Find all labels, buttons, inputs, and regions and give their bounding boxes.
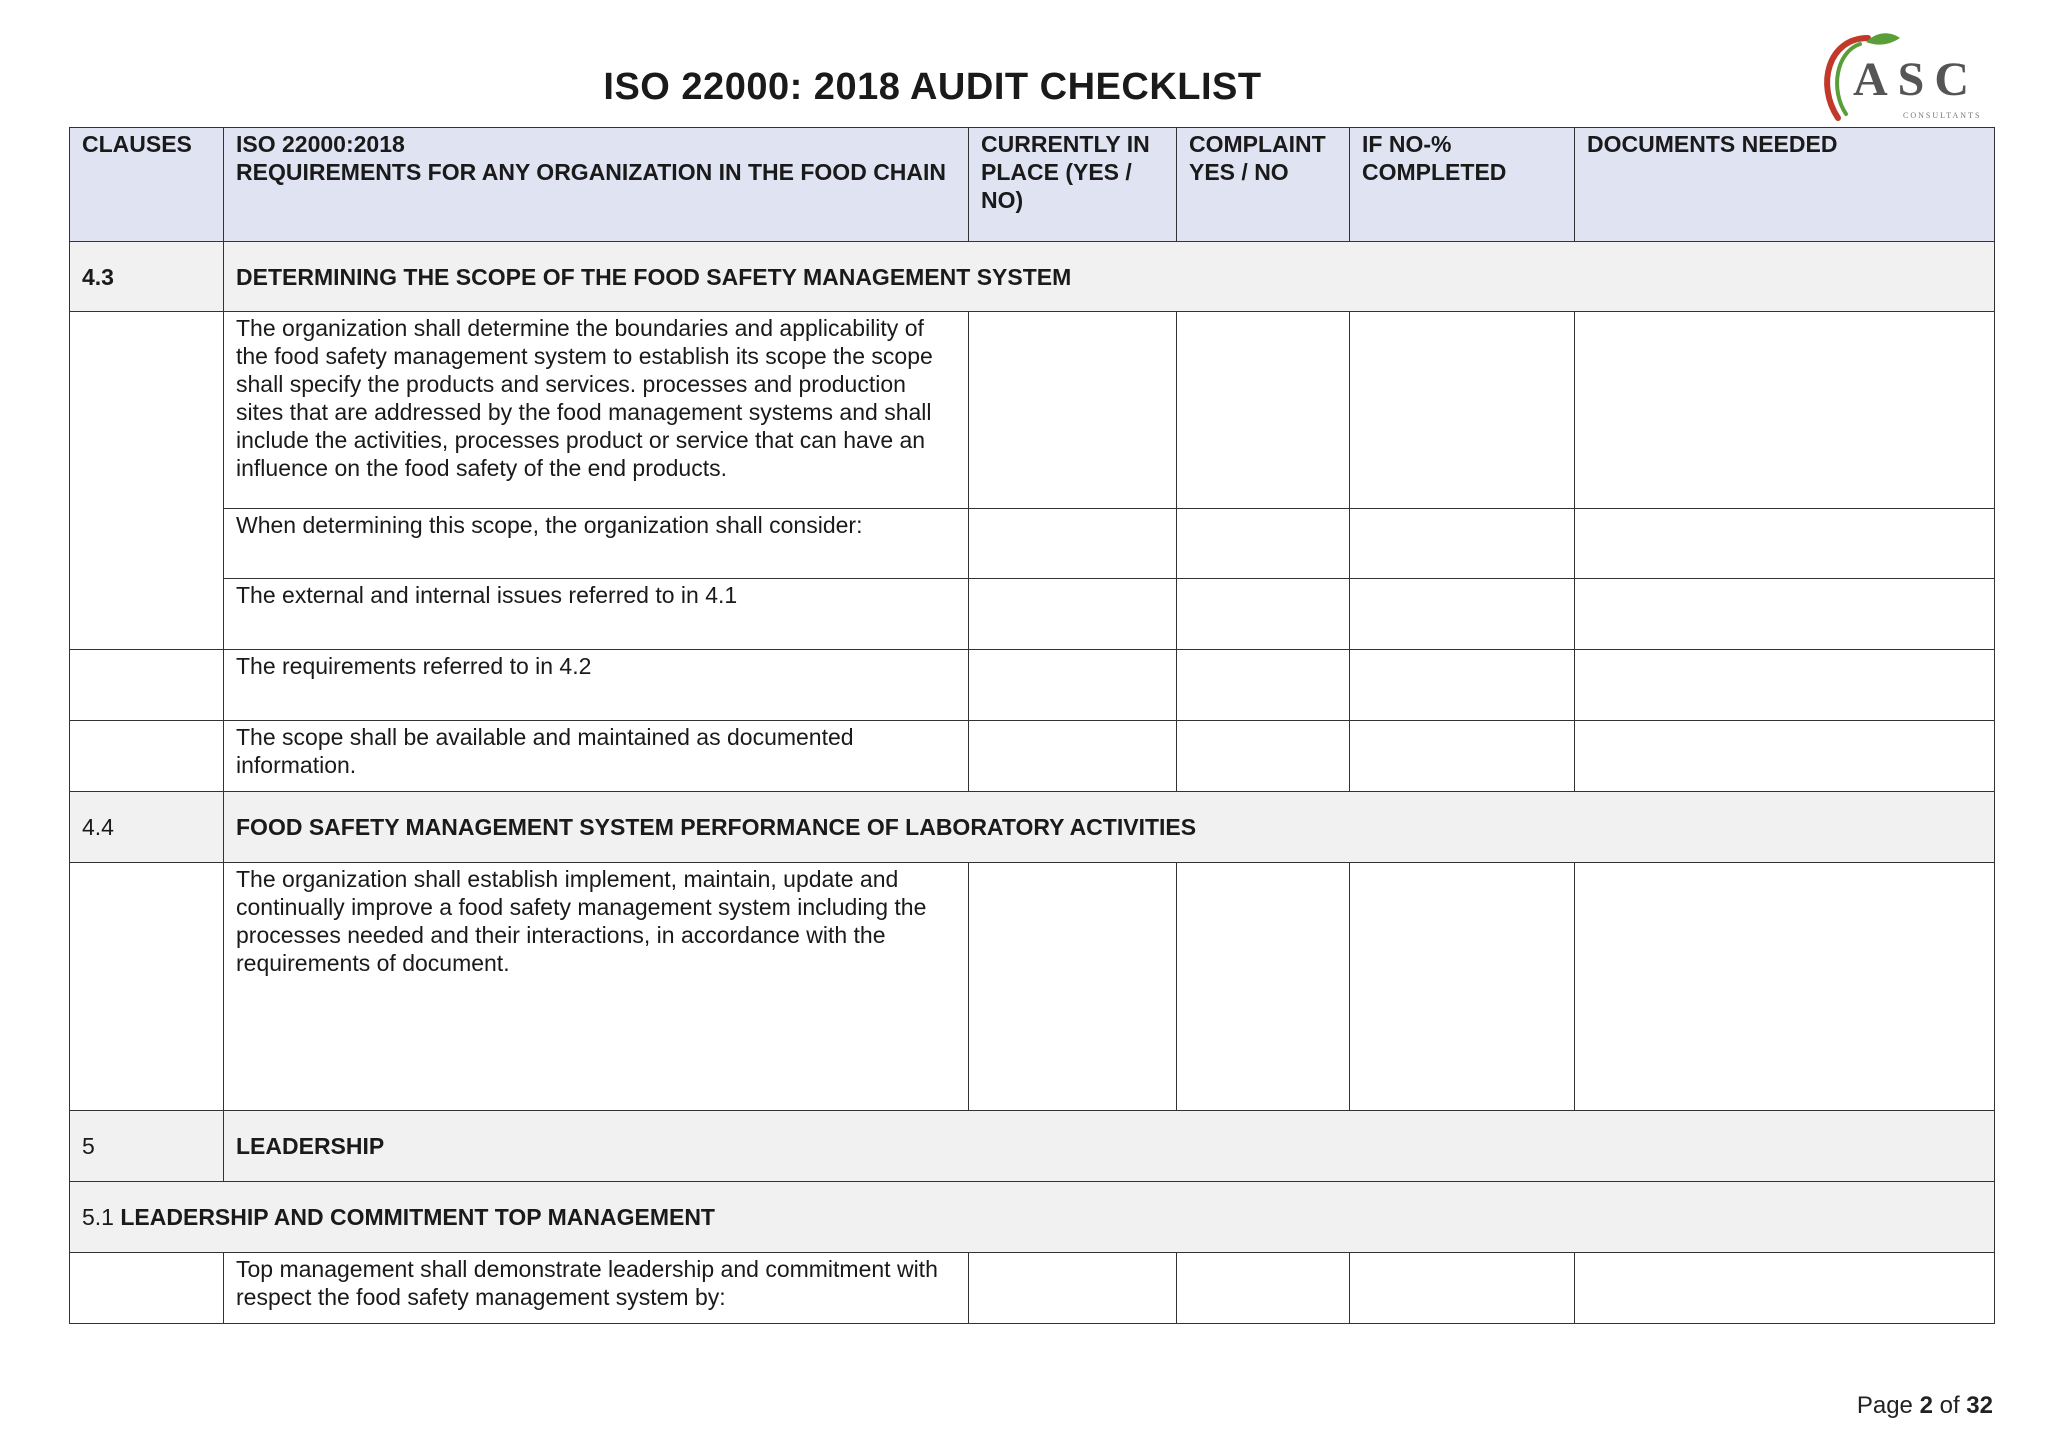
- requirement-text: Top management shall demonstrate leadership and commitment with respect the food safety management system by:: [224, 1253, 969, 1324]
- requirement-text: The organization shall establish implement, maintain, update and continually improve a food safety management system including the processes needed and their interactions, in accordance with the requirements of document.: [224, 863, 969, 1111]
- if-no-completed-cell[interactable]: [1350, 863, 1575, 1111]
- currently-in-place-cell[interactable]: [969, 863, 1177, 1111]
- complaint-cell[interactable]: [1177, 721, 1350, 792]
- complaint-cell[interactable]: [1177, 1253, 1350, 1324]
- section-title: LEADERSHIP AND COMMITMENT TOP MANAGEMENT: [120, 1204, 715, 1230]
- section-row-5-1: [70, 1182, 1995, 1253]
- document-title: ISO 22000: 2018 AUDIT CHECKLIST: [603, 66, 1262, 108]
- section-row-4-4: [70, 792, 1995, 863]
- currently-in-place-cell[interactable]: [969, 579, 1177, 650]
- clause-number: 4.4: [70, 792, 224, 863]
- documents-needed-cell[interactable]: [1575, 579, 1995, 650]
- requirement-text: The external and internal issues referred to in 4.1: [224, 579, 969, 650]
- table-row: [70, 863, 1995, 1111]
- documents-needed-cell[interactable]: [1575, 1253, 1995, 1324]
- if-no-completed-cell[interactable]: [1350, 312, 1575, 509]
- logo-subtext: CONSULTANTS: [1903, 111, 1982, 120]
- documents-needed-cell[interactable]: [1575, 650, 1995, 721]
- logo-text: ASC: [1853, 53, 1980, 106]
- requirement-text: When determining this scope, the organization shall consider:: [224, 509, 969, 579]
- table-row: [70, 650, 1995, 721]
- clause-cell: [70, 650, 224, 721]
- table-row: [70, 1253, 1995, 1324]
- requirement-text: The requirements referred to in 4.2: [224, 650, 969, 721]
- clause-cell: [70, 863, 224, 1111]
- page-of: of: [1939, 1392, 1960, 1419]
- header-clauses: CLAUSES: [70, 128, 224, 242]
- header-row: [70, 128, 1995, 242]
- header-currently-in-place: CURRENTLY IN PLACE (YES / NO): [969, 128, 1177, 242]
- table-row: [70, 312, 1995, 509]
- header-requirements-line2: REQUIREMENTS FOR ANY ORGANIZATION IN THE FOOD CHAIN: [236, 159, 947, 185]
- section-row-4-3: [70, 242, 1995, 312]
- complaint-cell[interactable]: [1177, 579, 1350, 650]
- documents-needed-cell[interactable]: [1575, 721, 1995, 792]
- section-title: FOOD SAFETY MANAGEMENT SYSTEM PERFORMANCE OF LABORATORY ACTIVITIES: [224, 792, 1995, 863]
- section-title-combined: [70, 1182, 1995, 1253]
- if-no-completed-cell[interactable]: [1350, 1253, 1575, 1324]
- if-no-completed-cell[interactable]: [1350, 579, 1575, 650]
- page-total: 32: [1966, 1392, 1993, 1419]
- page-current: 2: [1919, 1392, 1933, 1419]
- clause-cell: [70, 312, 224, 650]
- audit-checklist-table: [69, 127, 1995, 1324]
- currently-in-place-cell[interactable]: [969, 721, 1177, 792]
- currently-in-place-cell[interactable]: [969, 650, 1177, 721]
- documents-needed-cell[interactable]: [1575, 509, 1995, 579]
- clause-number: 4.3: [70, 242, 224, 312]
- table-row: [70, 721, 1995, 792]
- table-row: [70, 579, 1995, 650]
- currently-in-place-cell[interactable]: [969, 312, 1177, 509]
- requirement-text: The organization shall determine the boundaries and applicability of the food safety management system to establish its scope the scope shall specify the products and services. processes and production sites that are addressed by the food management systems and shall include the activities, processes product or service that can have an influence on the food safety of the end products.: [224, 312, 969, 509]
- header-requirements: [224, 128, 969, 242]
- complaint-cell[interactable]: [1177, 312, 1350, 509]
- header-requirements-line1: ISO 22000:2018: [236, 131, 405, 157]
- section-title: DETERMINING THE SCOPE OF THE FOOD SAFETY MANAGEMENT SYSTEM: [224, 242, 1995, 312]
- currently-in-place-cell[interactable]: [969, 1253, 1177, 1324]
- complaint-cell[interactable]: [1177, 650, 1350, 721]
- page-label: Page: [1856, 1392, 1913, 1419]
- clause-cell: [70, 1253, 224, 1324]
- if-no-completed-cell[interactable]: [1350, 650, 1575, 721]
- header-documents-needed: DOCUMENTS NEEDED: [1575, 128, 1995, 242]
- section-title: LEADERSHIP: [224, 1111, 1995, 1182]
- currently-in-place-cell[interactable]: [969, 509, 1177, 579]
- section-row-5: [70, 1111, 1995, 1182]
- clause-number: 5: [70, 1111, 224, 1182]
- documents-needed-cell[interactable]: [1575, 312, 1995, 509]
- clause-number: 5.1: [82, 1204, 114, 1230]
- header-if-no-completed: IF NO-% COMPLETED: [1350, 128, 1575, 242]
- documents-needed-cell[interactable]: [1575, 863, 1995, 1111]
- page-number: [1857, 1392, 1993, 1420]
- if-no-completed-cell[interactable]: [1350, 509, 1575, 579]
- if-no-completed-cell[interactable]: [1350, 721, 1575, 792]
- clause-cell: [70, 721, 224, 792]
- header-complaint: COMPLAINT YES / NO: [1177, 128, 1350, 242]
- complaint-cell[interactable]: [1177, 509, 1350, 579]
- complaint-cell[interactable]: [1177, 863, 1350, 1111]
- requirement-text: The scope shall be available and maintained as documented information.: [224, 721, 969, 792]
- table-row: [70, 509, 1995, 579]
